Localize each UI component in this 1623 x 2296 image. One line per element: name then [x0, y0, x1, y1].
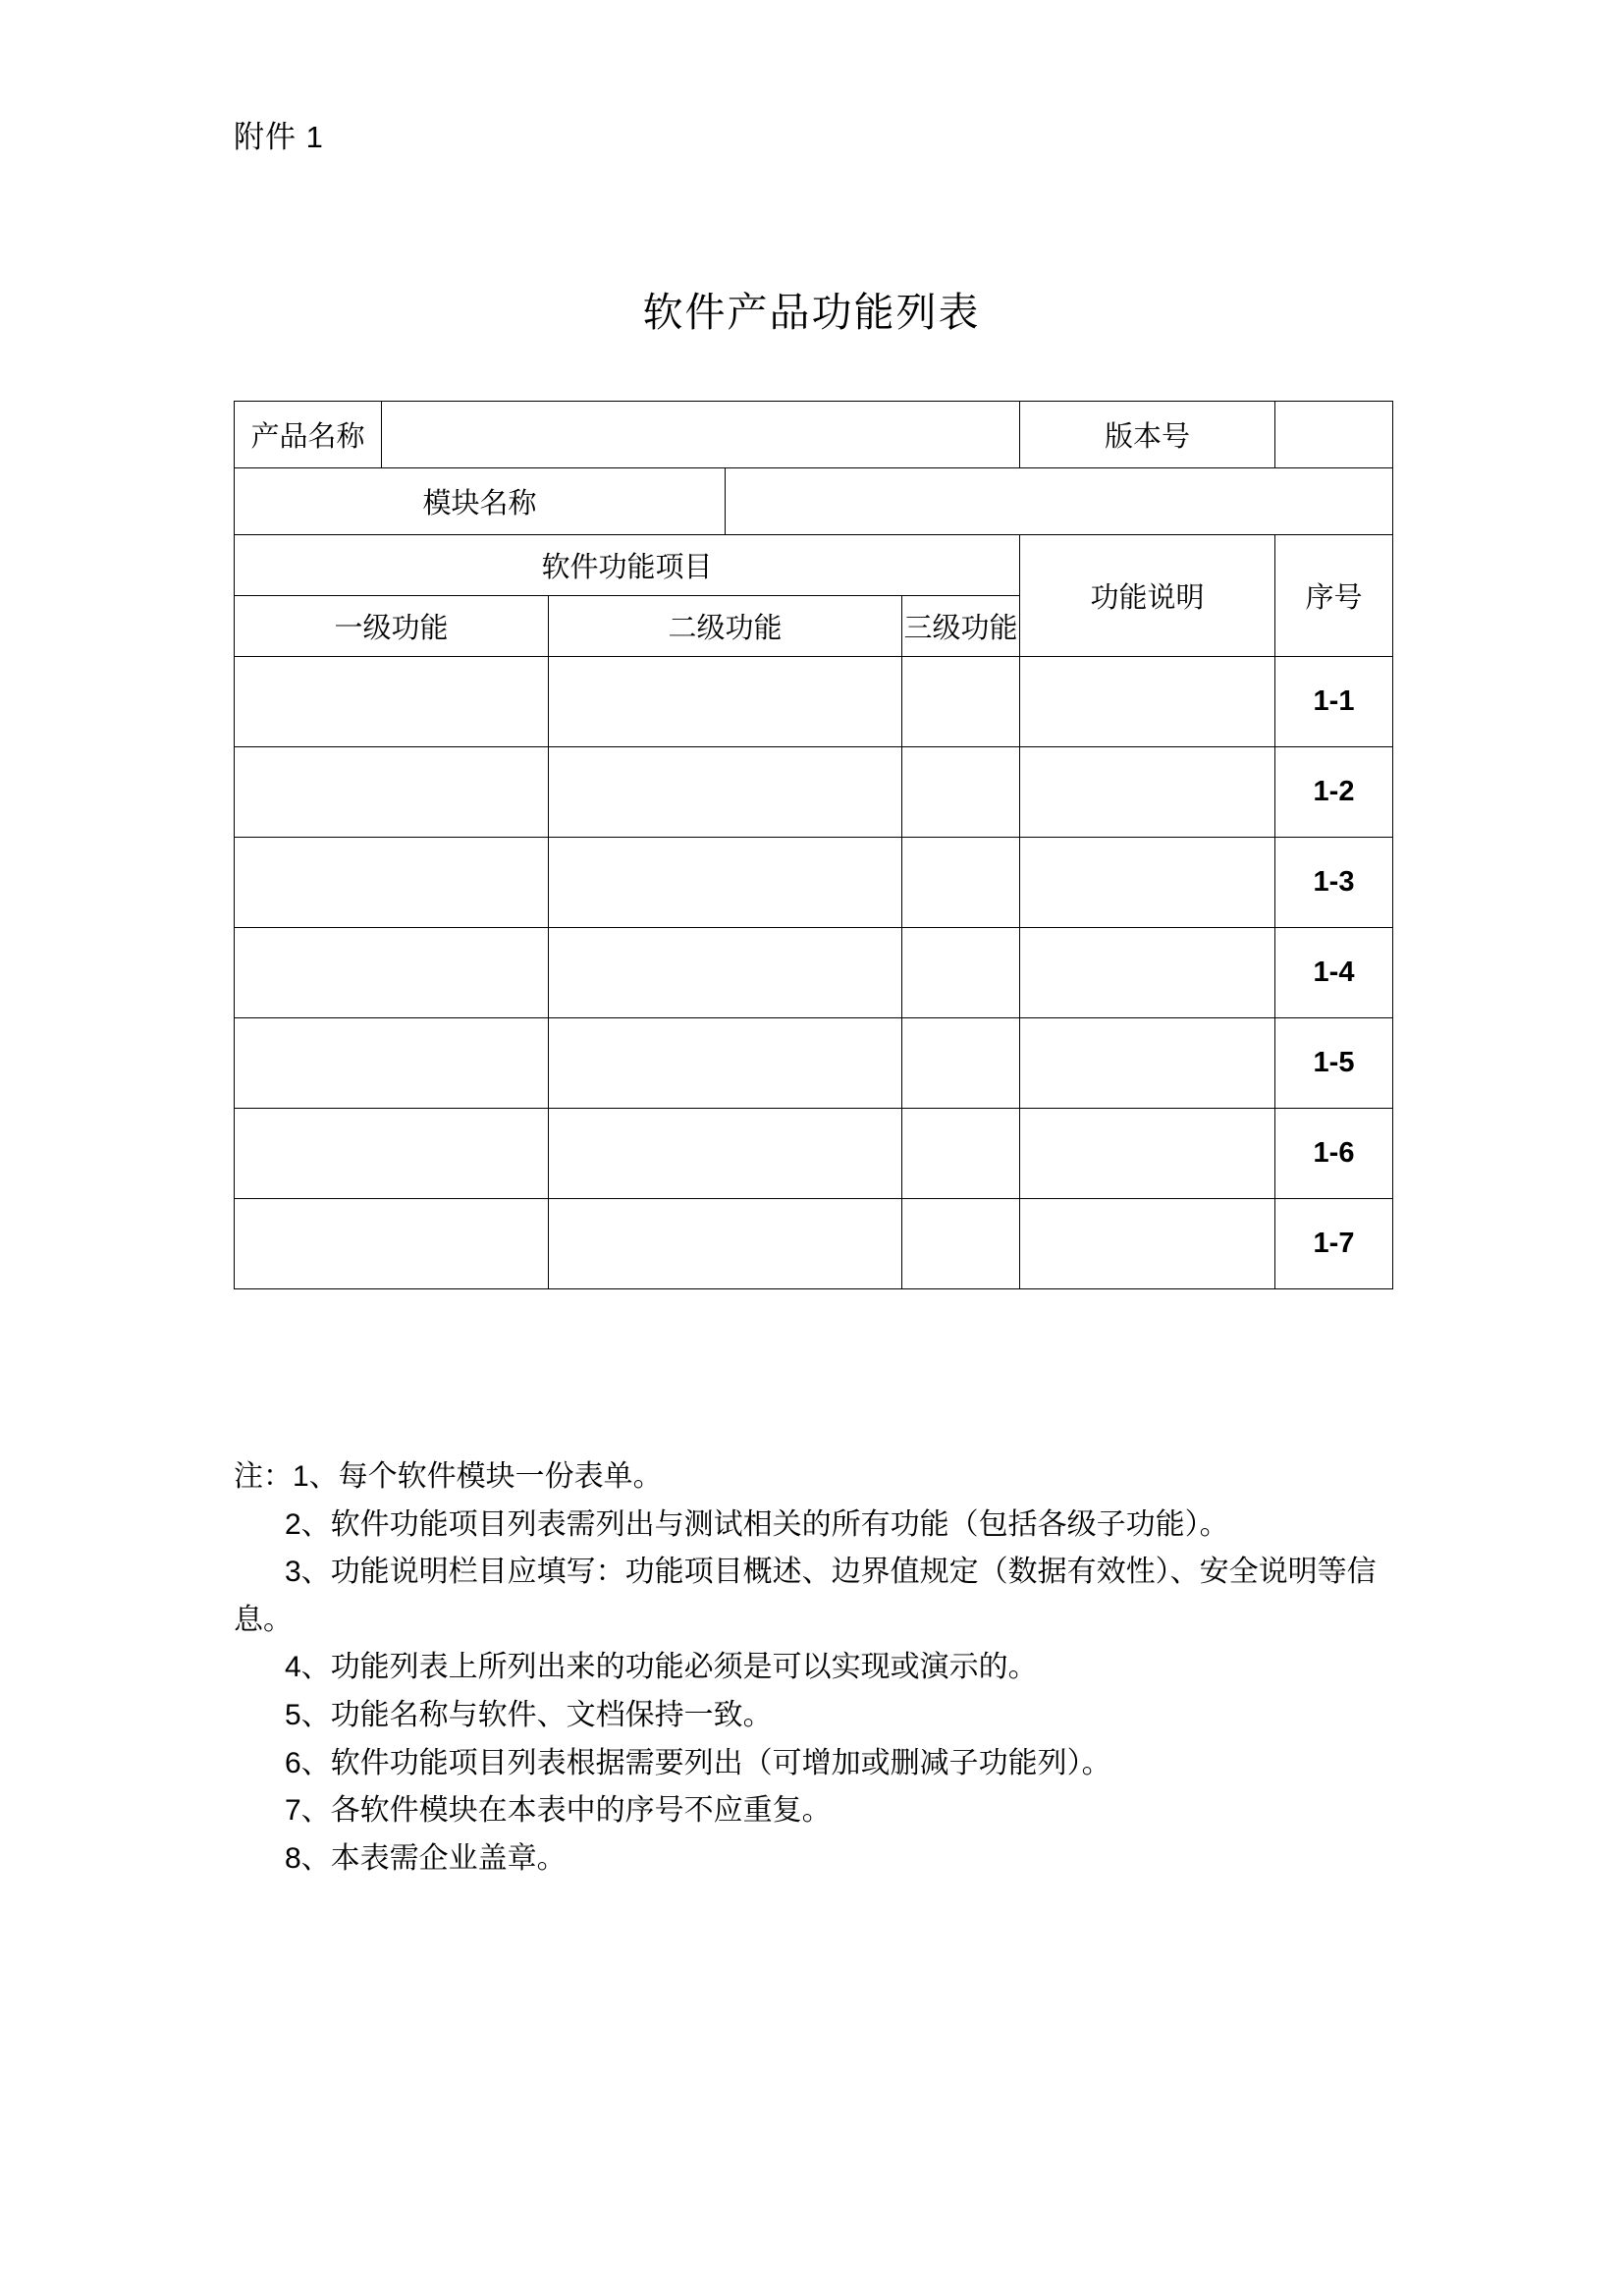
level3-header: 三级功能	[902, 596, 1020, 657]
cell-level3[interactable]	[902, 928, 1020, 1018]
level1-header: 一级功能	[235, 596, 549, 657]
cell-level1[interactable]	[235, 838, 549, 928]
cell-level1[interactable]	[235, 928, 549, 1018]
page-title: 软件产品功能列表	[642, 290, 981, 335]
cell-desc[interactable]	[1020, 1018, 1275, 1109]
note-line: 5、功能名称与软件、文档保持一致。	[285, 1698, 773, 1731]
cell-level1[interactable]	[235, 1199, 549, 1289]
cell-level1[interactable]	[235, 747, 549, 838]
cell-level3[interactable]	[902, 747, 1020, 838]
table-row	[235, 1199, 1393, 1289]
module-name-value[interactable]	[726, 468, 1393, 535]
cell-seq: 1-2	[1275, 747, 1393, 838]
note-line: 6、软件功能项目列表根据需要列出（可增加或删减子功能列）。	[285, 1746, 1111, 1779]
cell-seq: 1-1	[1275, 657, 1393, 747]
cell-level1[interactable]	[235, 1109, 549, 1199]
cell-level3[interactable]	[902, 838, 1020, 928]
cell-level3[interactable]	[902, 657, 1020, 747]
cell-level2[interactable]	[549, 1199, 902, 1289]
cell-desc[interactable]	[1020, 838, 1275, 928]
cell-seq: 1-3	[1275, 838, 1393, 928]
note-line: 3、功能说明栏目应填写：功能项目概述、边界值规定（数据有效性）、安全说明等信息。	[234, 1556, 1377, 1636]
cell-desc[interactable]	[1020, 657, 1275, 747]
cell-seq: 1-4	[1275, 928, 1393, 1018]
table-row	[235, 838, 1393, 928]
attachment-label: 附件 1	[234, 120, 324, 154]
table-row	[235, 657, 1393, 747]
cell-seq: 1-5	[1275, 1018, 1393, 1109]
notes-block	[234, 1453, 1402, 1883]
table-row-group-header	[235, 535, 1393, 596]
cell-desc[interactable]	[1020, 747, 1275, 838]
note-line: 2、软件功能项目列表需列出与测试相关的所有功能（包括各级子功能）。	[285, 1507, 1229, 1541]
cell-level1[interactable]	[235, 1018, 549, 1109]
version-value[interactable]	[1275, 402, 1393, 468]
cell-level2[interactable]	[549, 657, 902, 747]
product-name-label: 产品名称	[235, 402, 382, 468]
function-list-table	[234, 401, 1393, 1289]
note-line: 8、本表需企业盖章。	[285, 1841, 567, 1875]
seq-header: 序号	[1275, 535, 1393, 657]
product-name-value[interactable]	[382, 402, 1020, 468]
module-name-label: 模块名称	[235, 468, 726, 535]
cell-level2[interactable]	[549, 747, 902, 838]
cell-level3[interactable]	[902, 1199, 1020, 1289]
table-row	[235, 1109, 1393, 1199]
note-line: 4、功能列表上所列出来的功能必须是可以实现或演示的。	[285, 1651, 1038, 1684]
function-list-table-wrapper	[234, 401, 1392, 1289]
cell-level2[interactable]	[549, 1018, 902, 1109]
function-desc-header: 功能说明	[1020, 535, 1275, 657]
cell-desc[interactable]	[1020, 928, 1275, 1018]
cell-level2[interactable]	[549, 1109, 902, 1199]
cell-desc[interactable]	[1020, 1199, 1275, 1289]
table-row	[235, 747, 1393, 838]
cell-level3[interactable]	[902, 1109, 1020, 1199]
cell-seq: 1-6	[1275, 1109, 1393, 1199]
cell-seq: 1-7	[1275, 1199, 1393, 1289]
version-label: 版本号	[1020, 402, 1275, 468]
cell-level1[interactable]	[235, 657, 549, 747]
table-row-module	[235, 468, 1393, 535]
function-items-header: 软件功能项目	[235, 535, 1020, 596]
table-row	[235, 1018, 1393, 1109]
cell-level2[interactable]	[549, 928, 902, 1018]
note-line: 7、各软件模块在本表中的序号不应重复。	[285, 1794, 832, 1828]
table-row-product	[235, 402, 1393, 468]
table-row	[235, 928, 1393, 1018]
cell-desc[interactable]	[1020, 1109, 1275, 1199]
cell-level2[interactable]	[549, 838, 902, 928]
level2-header: 二级功能	[549, 596, 902, 657]
cell-level3[interactable]	[902, 1018, 1020, 1109]
note-line: 注：1、每个软件模块一份表单。	[234, 1460, 663, 1493]
